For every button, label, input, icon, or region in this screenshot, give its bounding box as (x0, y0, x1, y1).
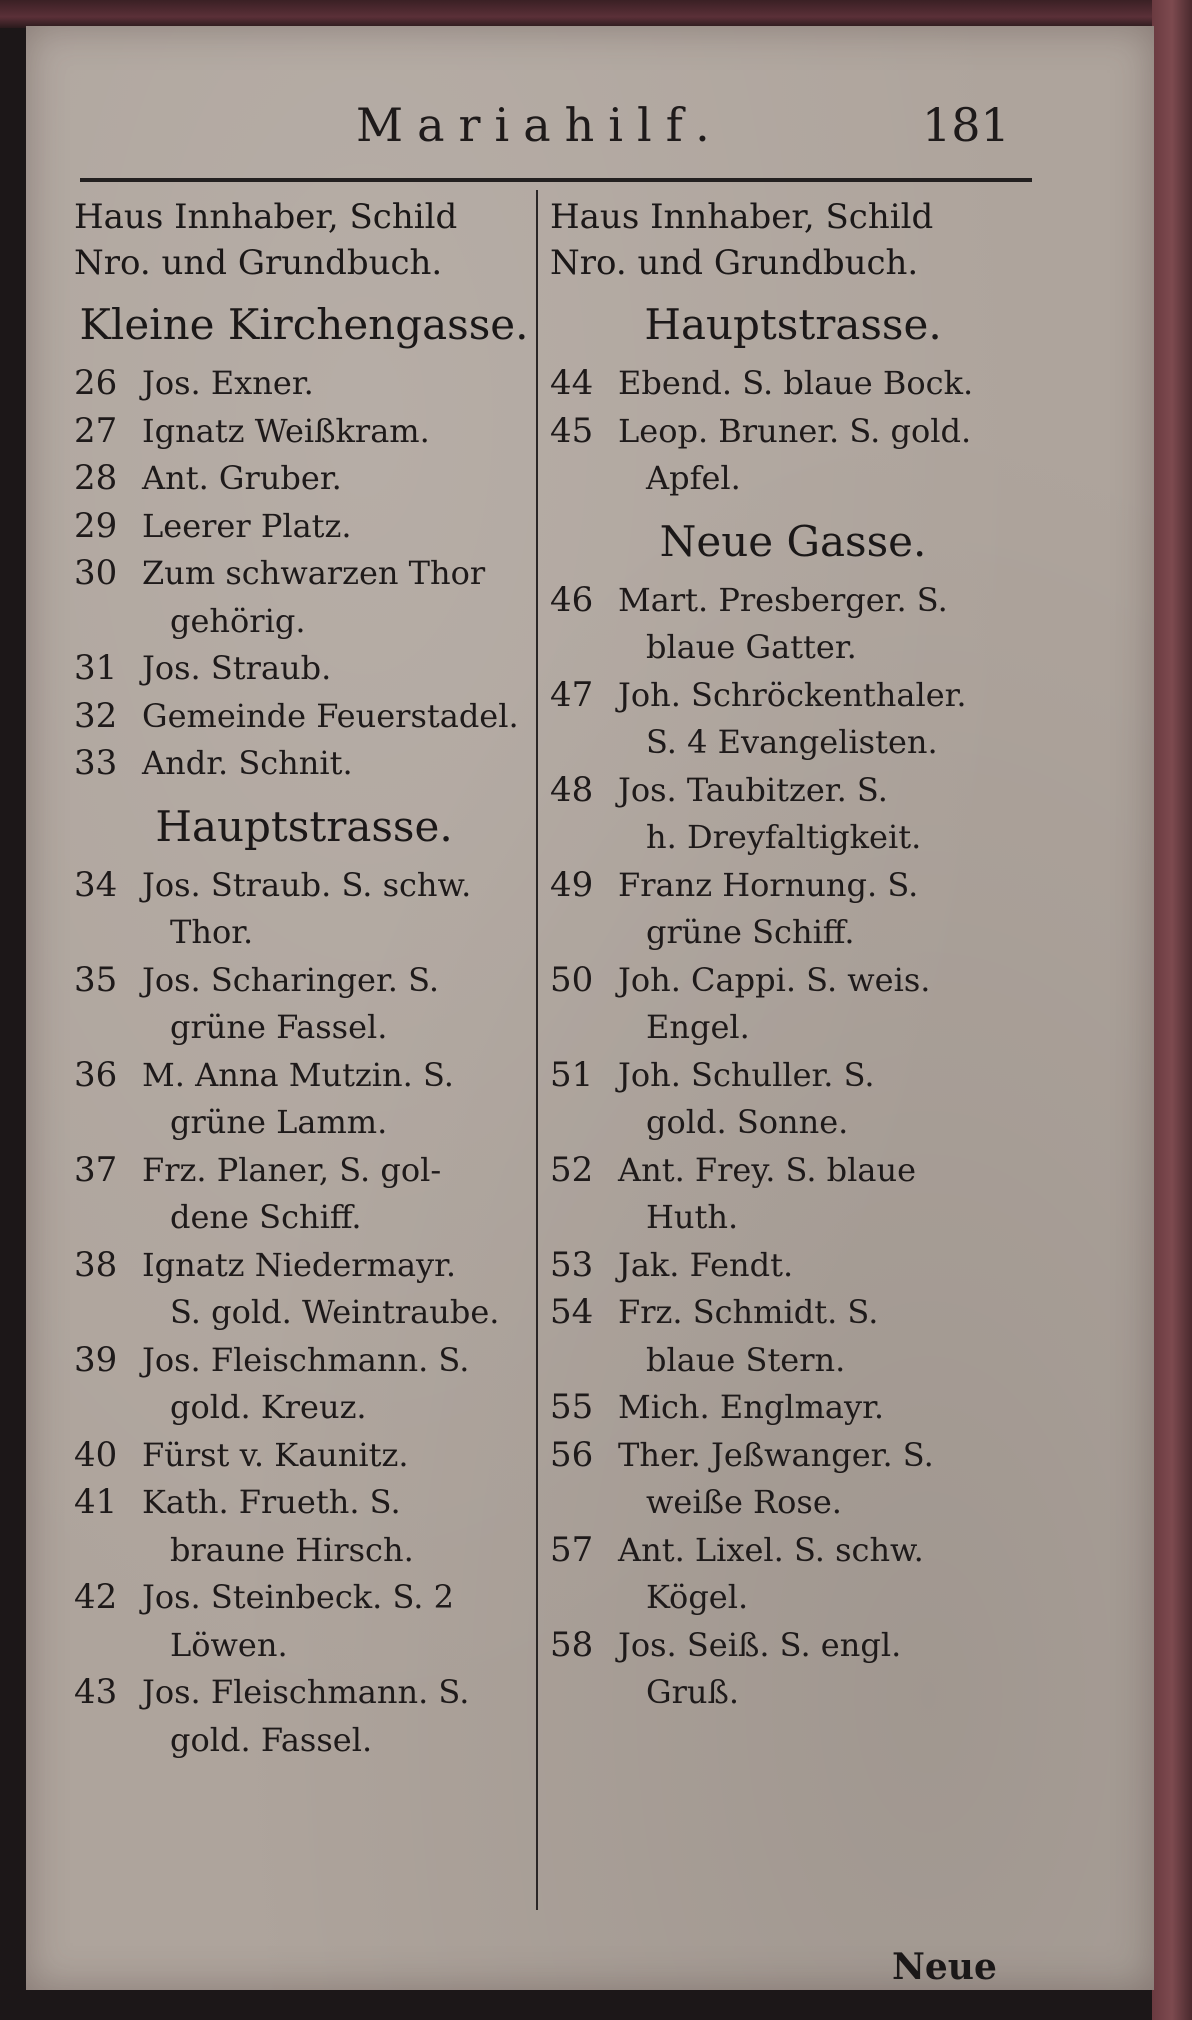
right-column (550, 194, 1036, 1717)
entry-line: Jos. Exner. (142, 364, 314, 402)
house-entry (74, 957, 534, 1052)
house-entry (74, 740, 534, 788)
entry-text (142, 862, 534, 957)
entry-line: S. 4 Evangelisten. (646, 723, 938, 761)
book-top-edge (0, 0, 1192, 28)
entry-text (142, 550, 534, 645)
entry-line: dene Schiff. (170, 1198, 362, 1236)
entry-line: Jos. Scharinger. S. (142, 960, 440, 999)
entry-line: Frz. Planer, S. gol- (142, 1150, 442, 1189)
entry-line: gold. Fassel. (170, 1720, 373, 1759)
entry-line: Jos. Seiß. S. engl. (618, 1625, 902, 1664)
house-number: 52 (550, 1149, 594, 1190)
entry-line: Ignatz Weißkram. (142, 411, 430, 450)
entry-line: grüne Fassel. (170, 1008, 388, 1046)
house-entry (550, 767, 1036, 862)
catchword: Neue (892, 1946, 997, 1988)
entry-text (142, 455, 534, 503)
entry-text (618, 408, 1036, 503)
house-number: 26 (74, 363, 118, 403)
house-number: 30 (74, 553, 118, 593)
section-title: Hauptstrasse. (644, 300, 942, 349)
entry-text (142, 360, 534, 408)
house-entry (550, 1147, 1036, 1242)
entry-line: blaue Stern. (646, 1340, 846, 1379)
entry-text (618, 1147, 1036, 1242)
entry-line: weiße Rose. (646, 1483, 842, 1521)
house-entry (74, 1479, 534, 1574)
house-entry (74, 1337, 534, 1432)
entry-line: Huth. (646, 1198, 739, 1236)
column-header-line: Haus Innhaber, Schild (550, 197, 934, 237)
house-entry (74, 1147, 534, 1242)
house-entry (74, 693, 534, 741)
house-entry (550, 1289, 1036, 1384)
entry-line: Zum schwarzen Thor (142, 554, 486, 592)
entry-line: Fürst v. Kaunitz. (142, 1435, 409, 1474)
entry-line: Engel. (646, 1008, 750, 1046)
entry-line: Ther. Jeßwanger. S. (618, 1435, 934, 1474)
entry-line: grüne Lamm. (170, 1103, 388, 1141)
entry-line: Jos. Fleischmann. S. (142, 1340, 470, 1379)
entry-text (142, 503, 534, 551)
entry-text (142, 1242, 534, 1337)
entry-line: Frz. Schmidt. S. (618, 1293, 879, 1331)
house-entry (550, 408, 1036, 503)
house-number: 53 (550, 1244, 594, 1285)
entry-line: Jos. Straub. (142, 649, 332, 687)
house-entry (550, 1384, 1036, 1432)
entry-line: gehörig. (170, 601, 306, 640)
entry-text (142, 1479, 534, 1574)
house-entry (74, 1052, 534, 1147)
house-entry (74, 645, 534, 693)
entry-line: Gruß. (646, 1673, 740, 1711)
entry-line: Löwen. (170, 1625, 288, 1664)
entry-text (142, 1052, 534, 1147)
entry-line: Joh. Cappi. S. weis. (618, 960, 931, 999)
house-number: 33 (74, 743, 118, 783)
entry-text (142, 1337, 534, 1432)
house-number: 39 (74, 1339, 118, 1380)
house-entry (74, 408, 534, 456)
house-number: 45 (550, 410, 594, 451)
entry-line: Ant. Frey. S. blaue (618, 1150, 916, 1189)
house-entry (550, 1432, 1036, 1527)
house-entry (74, 1242, 534, 1337)
house-entry (550, 577, 1036, 672)
entry-line: Jos. Fleischmann. S. (142, 1673, 470, 1711)
head-rule (80, 178, 1032, 182)
book-page (26, 26, 1154, 1990)
entry-line: Ebend. S. blaue Bock. (618, 364, 974, 402)
entry-line: Ant. Gruber. (142, 459, 342, 497)
entry-line: Ignatz Niedermayr. (142, 1245, 457, 1284)
house-number: 42 (74, 1577, 118, 1617)
house-number: 57 (550, 1529, 594, 1570)
house-entry (74, 455, 534, 503)
house-entry (74, 550, 534, 645)
entry-line: Apfel. (646, 459, 741, 497)
house-number: 58 (550, 1624, 594, 1665)
entry-text (618, 767, 1036, 862)
entry-line: M. Anna Mutzin. S. (142, 1055, 454, 1094)
house-number: 41 (74, 1482, 118, 1522)
house-entry (550, 672, 1036, 767)
house-number: 35 (74, 959, 118, 1000)
house-number: 44 (550, 363, 594, 403)
house-number: 56 (550, 1434, 594, 1475)
house-number: 54 (550, 1292, 594, 1332)
entry-text (142, 1147, 534, 1242)
entry-text (142, 740, 534, 788)
entry-text (142, 1432, 534, 1480)
entry-line: Joh. Schröckenthaler. (618, 675, 967, 714)
entry-line: Jos. Straub. S. schw. (142, 865, 472, 904)
house-number: 38 (74, 1244, 118, 1285)
house-number: 48 (550, 769, 594, 810)
entry-text (142, 957, 534, 1052)
entry-line: Leerer Platz. (142, 506, 352, 545)
entry-line: h. Dreyfaltigkeit. (646, 818, 922, 856)
house-entry (550, 957, 1036, 1052)
entry-text (618, 1432, 1036, 1527)
house-entry (550, 1622, 1036, 1717)
entry-text (618, 1384, 1036, 1432)
entry-text (618, 672, 1036, 767)
house-entry (74, 1669, 534, 1764)
entry-line: Mich. Englmayr. (618, 1388, 885, 1426)
entry-line: Gemeinde Feuerstadel. (142, 696, 519, 735)
house-entry (74, 862, 534, 957)
left-column (74, 194, 534, 1764)
house-entry (550, 1242, 1036, 1290)
entry-text (618, 1622, 1036, 1717)
entry-line: Andr. Schnit. (142, 744, 353, 782)
house-number: 46 (550, 579, 594, 620)
entry-line: braune Hirsch. (170, 1530, 414, 1569)
entry-line: gold. Sonne. (646, 1103, 849, 1141)
house-entry (74, 1432, 534, 1480)
entry-text (618, 577, 1036, 672)
house-entry (74, 503, 534, 551)
house-number: 43 (74, 1672, 118, 1712)
house-entry (74, 1574, 534, 1669)
entry-line: grüne Schiff. (646, 913, 855, 951)
house-entry (550, 1052, 1036, 1147)
page-number: 181 (922, 98, 1010, 152)
house-number: 29 (74, 505, 118, 546)
entry-line: Franz Hornung. S. (618, 865, 919, 904)
entry-line: Kögel. (646, 1578, 749, 1616)
entry-text (142, 645, 534, 693)
entry-line: Jos. Taubitzer. S. (618, 770, 888, 809)
house-number: 27 (74, 410, 118, 451)
book-right-edge (1152, 0, 1192, 2020)
running-head (26, 98, 1154, 168)
house-entry (550, 862, 1036, 957)
house-number: 55 (550, 1387, 594, 1427)
entry-line: Jak. Fendt. (618, 1245, 794, 1284)
section-title: Kleine Kirchengasse. (79, 300, 529, 349)
entry-line: Leop. Bruner. S. gold. (618, 411, 972, 450)
section-title: Neue Gasse. (659, 516, 927, 566)
entry-line: Ant. Lixel. S. schw. (618, 1530, 924, 1569)
entry-text (618, 1052, 1036, 1147)
entry-text (142, 1669, 534, 1764)
house-number: 37 (74, 1149, 118, 1190)
entry-text (618, 1527, 1036, 1622)
entry-line: S. gold. Weintraube. (170, 1293, 500, 1331)
house-number: 34 (74, 864, 118, 905)
column-header-line: Haus Innhaber, Schild (74, 197, 458, 237)
entry-text (142, 1574, 534, 1669)
house-number: 40 (74, 1434, 118, 1475)
entry-line: gold. Kreuz. (170, 1388, 367, 1426)
running-title: Mariahilf. (356, 98, 724, 152)
column-divider (536, 190, 538, 1910)
entry-text (618, 360, 1036, 408)
house-entry (550, 1527, 1036, 1622)
section-title: Hauptstrasse. (155, 801, 453, 851)
house-number: 28 (74, 458, 118, 498)
house-number: 32 (74, 695, 118, 736)
house-number: 47 (550, 674, 594, 715)
entry-text (142, 693, 534, 741)
house-number: 36 (74, 1054, 118, 1095)
column-header-line: Nro. und Grundbuch. (74, 243, 443, 283)
column-header-line: Nro. und Grundbuch. (550, 243, 919, 283)
entry-line: blaue Gatter. (646, 628, 857, 666)
house-number: 49 (550, 864, 594, 905)
entry-text (618, 957, 1036, 1052)
entry-text (618, 1242, 1036, 1290)
entry-text (618, 1289, 1036, 1384)
entry-text (618, 862, 1036, 957)
entry-line: Jos. Steinbeck. S. 2 (142, 1578, 454, 1616)
entry-text (142, 408, 534, 456)
house-number: 50 (550, 959, 594, 1000)
entry-line: Thor. (170, 913, 254, 951)
house-entry (550, 360, 1036, 408)
house-number: 51 (550, 1054, 594, 1095)
entry-line: Mart. Presberger. S. (618, 580, 948, 619)
entry-line: Kath. Frueth. S. (142, 1483, 401, 1521)
house-entry (74, 360, 534, 408)
entry-line: Joh. Schuller. S. (618, 1055, 875, 1094)
house-number: 31 (74, 648, 118, 688)
